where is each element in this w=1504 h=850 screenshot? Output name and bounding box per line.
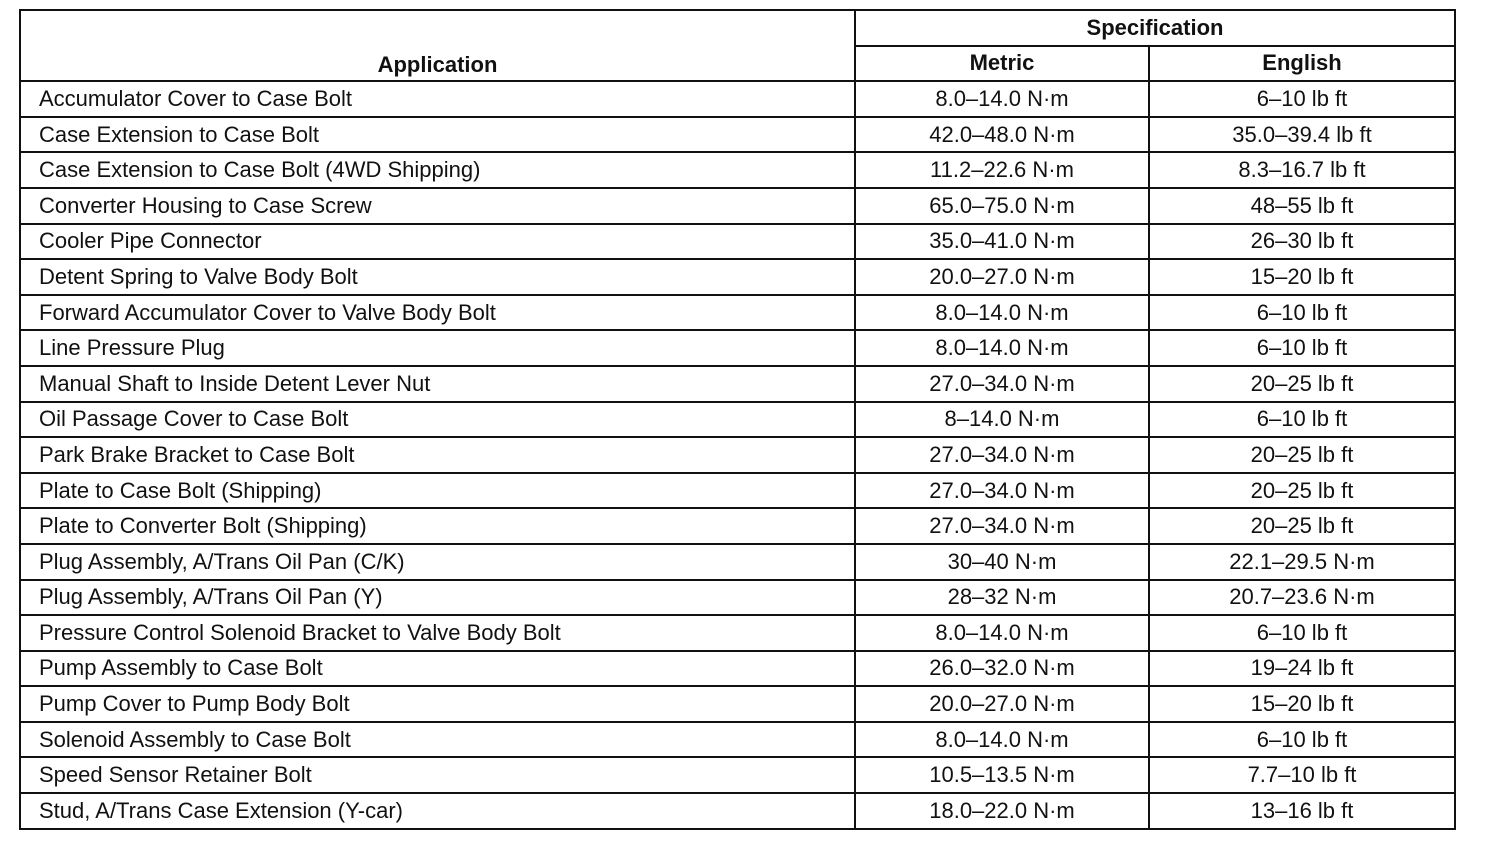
table-row (20, 651, 1455, 687)
metric-value-cell: 27.0–34.0 N·m (855, 366, 1149, 402)
metric-value-cell: 18.0–22.0 N·m (855, 793, 1149, 829)
english-value-cell: 35.0–39.4 lb ft (1149, 117, 1455, 153)
english-column-header: English (1149, 46, 1455, 82)
english-value-cell: 20–25 lb ft (1149, 473, 1455, 509)
table-header (20, 10, 1455, 81)
english-value-cell: 48–55 lb ft (1149, 188, 1455, 224)
table-body (20, 81, 1455, 828)
metric-value-cell: 8.0–14.0 N·m (855, 330, 1149, 366)
table-row (20, 330, 1455, 366)
english-value-cell: 6–10 lb ft (1149, 81, 1455, 117)
english-value-cell: 6–10 lb ft (1149, 295, 1455, 331)
table-row (20, 188, 1455, 224)
english-value-cell: 15–20 lb ft (1149, 259, 1455, 295)
application-cell: Converter Housing to Case Screw (20, 188, 855, 224)
metric-value-cell: 10.5–13.5 N·m (855, 757, 1149, 793)
application-cell: Pressure Control Solenoid Bracket to Valve Body Bolt (20, 615, 855, 651)
table-row (20, 224, 1455, 260)
table-row (20, 757, 1455, 793)
metric-value-cell: 27.0–34.0 N·m (855, 473, 1149, 509)
table-row (20, 152, 1455, 188)
application-cell: Detent Spring to Valve Body Bolt (20, 259, 855, 295)
specification-table (19, 9, 1456, 830)
english-value-cell: 6–10 lb ft (1149, 722, 1455, 758)
english-value-cell: 13–16 lb ft (1149, 793, 1455, 829)
table-row (20, 117, 1455, 153)
metric-value-cell: 8.0–14.0 N·m (855, 295, 1149, 331)
metric-value-cell: 8.0–14.0 N·m (855, 81, 1149, 117)
application-cell: Plate to Case Bolt (Shipping) (20, 473, 855, 509)
application-cell: Oil Passage Cover to Case Bolt (20, 402, 855, 438)
metric-value-cell: 30–40 N·m (855, 544, 1149, 580)
english-value-cell: 6–10 lb ft (1149, 615, 1455, 651)
application-cell: Pump Assembly to Case Bolt (20, 651, 855, 687)
application-cell: Plate to Converter Bolt (Shipping) (20, 508, 855, 544)
english-value-cell: 19–24 lb ft (1149, 651, 1455, 687)
application-cell: Case Extension to Case Bolt (20, 117, 855, 153)
english-value-cell: 6–10 lb ft (1149, 402, 1455, 438)
application-cell: Speed Sensor Retainer Bolt (20, 757, 855, 793)
table-row (20, 580, 1455, 616)
metric-value-cell: 8–14.0 N·m (855, 402, 1149, 438)
table-row (20, 508, 1455, 544)
metric-value-cell: 26.0–32.0 N·m (855, 651, 1149, 687)
table-row (20, 722, 1455, 758)
english-value-cell: 26–30 lb ft (1149, 224, 1455, 260)
table-row (20, 366, 1455, 402)
application-cell: Line Pressure Plug (20, 330, 855, 366)
table-row (20, 259, 1455, 295)
table-row (20, 615, 1455, 651)
specification-group-header: Specification (855, 10, 1455, 46)
metric-value-cell: 28–32 N·m (855, 580, 1149, 616)
metric-value-cell: 20.0–27.0 N·m (855, 686, 1149, 722)
application-cell: Case Extension to Case Bolt (4WD Shipping) (20, 152, 855, 188)
english-value-cell: 22.1–29.5 N·m (1149, 544, 1455, 580)
application-cell: Solenoid Assembly to Case Bolt (20, 722, 855, 758)
metric-value-cell: 35.0–41.0 N·m (855, 224, 1149, 260)
metric-value-cell: 27.0–34.0 N·m (855, 508, 1149, 544)
application-cell: Forward Accumulator Cover to Valve Body Bolt (20, 295, 855, 331)
application-cell: Accumulator Cover to Case Bolt (20, 81, 855, 117)
table-row (20, 81, 1455, 117)
table-row (20, 402, 1455, 438)
metric-value-cell: 42.0–48.0 N·m (855, 117, 1149, 153)
metric-value-cell: 20.0–27.0 N·m (855, 259, 1149, 295)
english-value-cell: 7.7–10 lb ft (1149, 757, 1455, 793)
metric-value-cell: 8.0–14.0 N·m (855, 615, 1149, 651)
table-row (20, 437, 1455, 473)
application-column-header: Application (20, 10, 855, 81)
table-row (20, 793, 1455, 829)
metric-value-cell: 27.0–34.0 N·m (855, 437, 1149, 473)
application-cell: Cooler Pipe Connector (20, 224, 855, 260)
english-value-cell: 6–10 lb ft (1149, 330, 1455, 366)
header-row-top (20, 10, 1455, 46)
table-row (20, 544, 1455, 580)
english-value-cell: 20–25 lb ft (1149, 508, 1455, 544)
english-value-cell: 8.3–16.7 lb ft (1149, 152, 1455, 188)
table-row (20, 473, 1455, 509)
english-value-cell: 20.7–23.6 N·m (1149, 580, 1455, 616)
table-row (20, 295, 1455, 331)
application-cell: Plug Assembly, A/Trans Oil Pan (C/K) (20, 544, 855, 580)
application-cell: Plug Assembly, A/Trans Oil Pan (Y) (20, 580, 855, 616)
metric-value-cell: 65.0–75.0 N·m (855, 188, 1149, 224)
english-value-cell: 20–25 lb ft (1149, 366, 1455, 402)
application-cell: Park Brake Bracket to Case Bolt (20, 437, 855, 473)
application-cell: Pump Cover to Pump Body Bolt (20, 686, 855, 722)
application-cell: Stud, A/Trans Case Extension (Y-car) (20, 793, 855, 829)
application-cell: Manual Shaft to Inside Detent Lever Nut (20, 366, 855, 402)
english-value-cell: 20–25 lb ft (1149, 437, 1455, 473)
metric-column-header: Metric (855, 46, 1149, 82)
metric-value-cell: 8.0–14.0 N·m (855, 722, 1149, 758)
metric-value-cell: 11.2–22.6 N·m (855, 152, 1149, 188)
english-value-cell: 15–20 lb ft (1149, 686, 1455, 722)
table-row (20, 686, 1455, 722)
